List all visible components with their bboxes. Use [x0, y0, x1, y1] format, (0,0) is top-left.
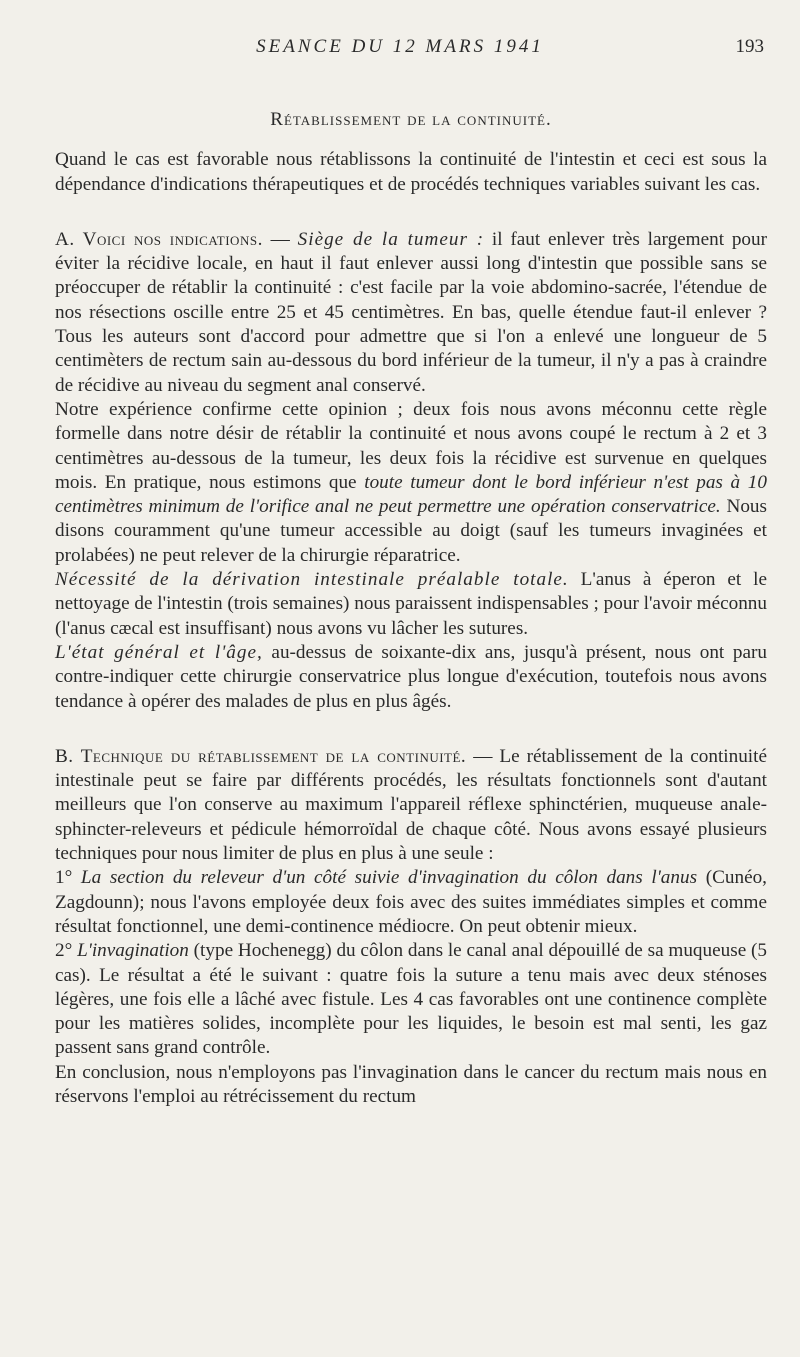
item-2-text: (type Hochenegg) du côlon dans le canal anal dépouillé de sa muqueuse (5 cas). Le résultat a été le suivant : quatre fois la suture a tenu mais avec deux sténoses légères, une fois elle a lâché avec fistule. Les 4 cas favorables ont une continence complète pour les matières solides, incomplète pour les liquides, le besoin est mal senti, les gaz passent sans grand contrôle.	[55, 940, 767, 1059]
item-1-number: 1°	[55, 867, 81, 889]
item-1-italic: La section du releveur d'un côté suivie d'invagination du côlon dans l'anus	[80, 867, 698, 889]
section-b-dash: —	[466, 745, 500, 767]
running-header	[0, 36, 800, 66]
item-1-text: (Cunéo, Zagdounn); nous l'avons employée deux fois avec des suites immédiates simples et comme résultat fonctionnel, une demi-continence médiocre. On peut obtenir mieux.	[55, 867, 767, 937]
section-b-label: B. Technique du rétablissement de la continuité.	[55, 745, 467, 767]
section-a-p2-italic: toute tumeur dont le bord inférieur n'est pas à 10 centimètres minimum de l'orifice anal ne peut permettre une opération conservatrice.	[55, 471, 767, 518]
section-b-paragraph-1	[55, 745, 767, 866]
section-a-subhead: Siège de la tumeur :	[297, 228, 485, 250]
item-2-italic: L'invagination	[77, 940, 189, 962]
main-text	[55, 108, 767, 1109]
intro-text: Quand le cas est favorable nous rétablissons la continuité de l'intestin et ceci est sous la dépendance d'indications thérapeutiques et de procédés techniques variables suivant les cas.	[55, 149, 767, 195]
section-a-p3-italic: Nécessité de la dérivation intestinale préalable totale.	[55, 569, 569, 591]
section-a-label: A. Voici nos indications.	[55, 228, 263, 250]
section-a-paragraph-3	[55, 568, 767, 641]
item-2-number: 2°	[55, 940, 78, 962]
section-a-p2-start: Notre expérience confirme cette opinion ; deux fois nous avons méconnu cette règle formelle dans notre désir de rétablir la continuité et nous avons coupé le rectum à 2 et 3 centimètres au-dessous de la tumeur, les deux fois la récidive est survenue en quelques mois. En pratique, nous estimons que	[55, 398, 767, 493]
section-b-p1-text: Le rétablissement de la continuité intestinale peut se faire par différents procédés, les résultats fonctionnels sont d'autant meilleurs que l'on conserve au maximum l'appareil réflexe sphinctérien, muqueuse anale-sphincter-releveurs et pédicule hémorroïdal de chaque côté. Nous avons essayé plusieurs techniques pour nous limiter de plus en plus à une seule :	[55, 745, 767, 865]
section-a-p1-text: il faut enlever très largement pour éviter la récidive locale, en haut il faut enlever aussi long d'intestin que possible sans se préoccuper de rétablir la continuité : c'est facile par la voie abdomino-sacrée, l'étendue de nos résections oscille entre 25 et 45 centimètres. En bas, quelle étendue faut-il enlever ? Tous les auteurs sont d'accord pour admettre que si l'on a enlevé une longueur de 5 centimèters de rectum sain au-dessous du bord inférieur de la tumeur, il n'y a pas à craindre de récidive au niveau du segment anal conservé.	[55, 228, 767, 396]
section-a-p2-end: Nous disons couramment qu'une tumeur accessible au doigt (sauf les tumeurs invaginées et prolabées) ne peut relever de la chirurgie réparatrice.	[55, 496, 767, 566]
section-b-item-1	[55, 866, 767, 939]
section-a-p4-italic: L'état général et l'âge,	[55, 641, 263, 663]
page-number: 193	[735, 36, 764, 57]
section-title: Rétablissement de la continuité.	[270, 109, 552, 130]
section-b-conclusion	[55, 1061, 767, 1110]
section-b-item-2	[55, 939, 767, 1060]
section-a-p3-text: L'anus à éperon et le nettoyage de l'intestin (trois semaines) nous paraissent indispensables ; pour l'avoir méconnu (l'anus cæcal est insuffisant) nous avons vu lâcher les sutures.	[55, 569, 767, 639]
section-a-paragraph-2	[55, 398, 767, 568]
section-a-p4-text: au-dessus de soixante-dix ans, jusqu'à présent, nous ont paru contre-indiquer cette chirurgie conservatrice plus longue d'exécution, toutefois nous avons tendance à opérer des malades de plus en plus âgés.	[55, 641, 767, 712]
section-a-paragraph-1	[55, 228, 767, 398]
intro-paragraph	[55, 148, 767, 197]
section-a-paragraph-4	[55, 641, 767, 714]
section-a-dash: —	[262, 228, 298, 250]
conclusion-text: En conclusion, nous n'employons pas l'invagination dans le cancer du rectum mais nous en réservons l'emploi au rétrécissement du rectum	[55, 1061, 767, 1107]
running-title: SEANCE DU 12 MARS 1941	[256, 36, 544, 57]
